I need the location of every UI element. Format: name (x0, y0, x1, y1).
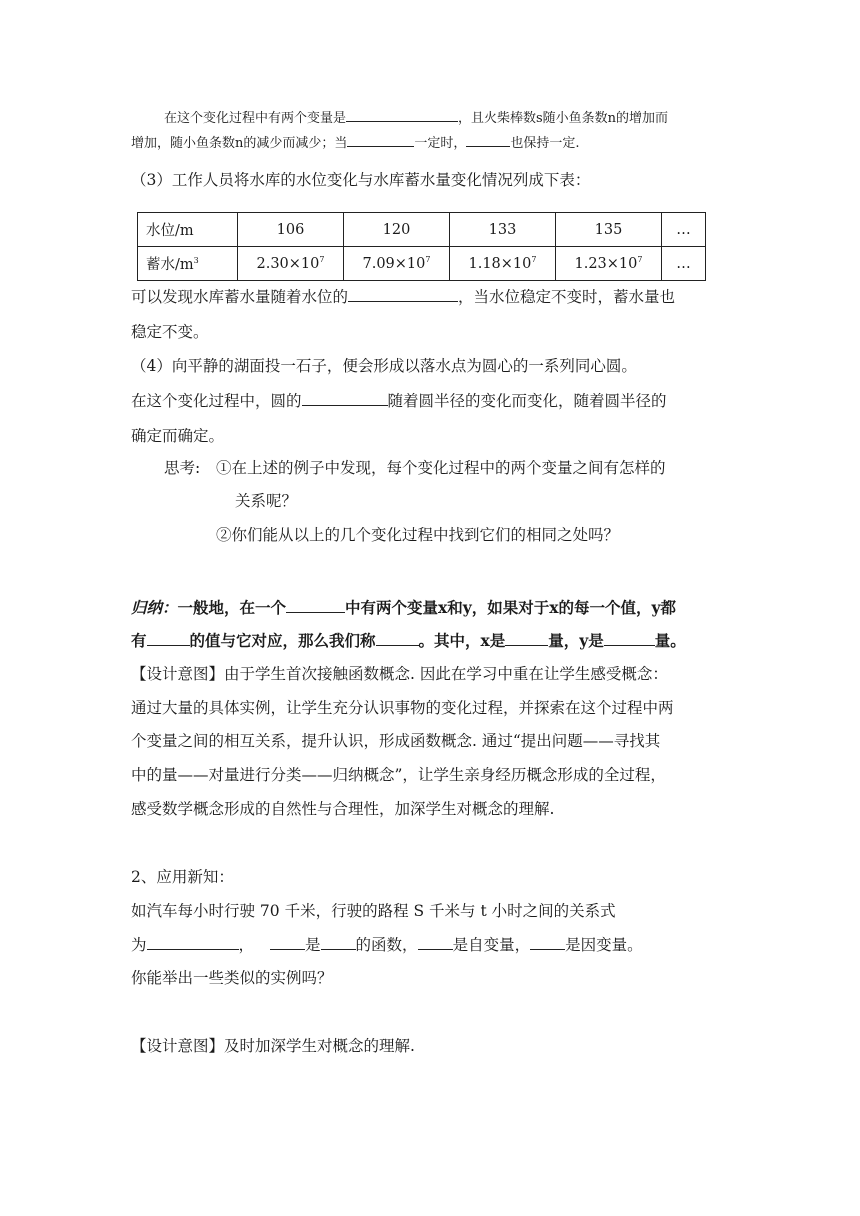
table-cell-header (138, 247, 238, 281)
text: 在这个变化过程中有两个变量是 (164, 111, 347, 126)
design-intent-line: 中的量——对量进行分类——归纳概念”，让学生亲身经历概念形成的全过程， (131, 766, 666, 784)
text: 是自变量， (452, 936, 531, 954)
answer-blank[interactable] (147, 630, 190, 646)
text: 一定时， (414, 136, 467, 151)
superscript: 3 (193, 256, 199, 266)
apply-heading: 2、应用新知： (131, 868, 234, 886)
answer-blank[interactable] (418, 934, 453, 950)
paragraph-reservoir-line2: 稳定不变。 (131, 323, 209, 341)
think-label: 思考: (164, 459, 201, 477)
answer-blank[interactable] (505, 630, 548, 646)
table-row (138, 213, 706, 247)
text: ，当水位稳定不变时，蓄水量也 (458, 288, 676, 306)
answer-blank[interactable] (321, 934, 356, 950)
table-row (138, 247, 706, 281)
superscript: 7 (319, 254, 325, 264)
answer-blank[interactable] (348, 286, 458, 302)
answer-blank[interactable] (604, 630, 655, 646)
summary-line2 (131, 630, 686, 651)
answer-blank[interactable] (147, 934, 239, 950)
text: 为 (131, 936, 147, 954)
table-cell: 135 (556, 213, 662, 247)
table-cell: 106 (238, 213, 344, 247)
table-cell (556, 247, 662, 281)
table-cell (344, 247, 450, 281)
text: 1.23×10 (574, 255, 638, 272)
answer-blank[interactable] (376, 630, 419, 646)
text: ， (238, 936, 255, 954)
text: 也保持一定. (510, 136, 580, 151)
answer-blank[interactable] (347, 131, 414, 147)
text: 中有两个变量x和y，如果对于x的每一个值，y都 (345, 598, 677, 617)
answer-blank[interactable] (530, 934, 565, 950)
text: 的值与它对应，那么我们称 (189, 631, 376, 650)
text: 是 (305, 936, 321, 954)
table-cell: 120 (344, 213, 450, 247)
answer-blank[interactable] (286, 597, 345, 613)
text: 量，y是 (548, 631, 604, 650)
answer-blank[interactable] (302, 390, 388, 406)
think-question-1: ①在上述的例子中发现，每个变化过程中的两个变量之间有怎样的 (216, 459, 666, 477)
paragraph-variables-line1 (164, 106, 668, 129)
answer-blank[interactable] (466, 131, 510, 147)
design-intent-line: 通过大量的具体实例，让学生充分认识事物的变化过程，并探索在这个过程中两 (131, 699, 674, 717)
table-cell (450, 247, 556, 281)
text: 可以发现水库蓄水量随着水位的 (131, 288, 349, 306)
design-intent-2: 【设计意图】及时加深学生对概念的理解. (131, 1037, 415, 1055)
summary-line1 (131, 597, 676, 618)
apply-line1: 如汽车每小时行驶 70 千米，行驶的路程 S 千米与 t 小时之间的关系式 (131, 902, 616, 920)
reservoir-table (137, 212, 706, 281)
item-4-line3: 确定而确定。 (131, 427, 225, 445)
apply-line2 (131, 934, 643, 955)
text: 增加，随小鱼条数n的减少而减少；当 (131, 136, 348, 151)
item-4-line2 (131, 390, 667, 411)
paragraph-reservoir-line1 (131, 286, 675, 307)
answer-blank[interactable] (270, 934, 305, 950)
summary-label: 归纳： (131, 598, 178, 617)
text: 2.30×10 (256, 255, 320, 272)
superscript: 7 (531, 254, 537, 264)
item-3-intro: （3）工作人员将水库的水位变化与水库蓄水量变化情况列成下表： (131, 171, 591, 189)
text: 的函数， (355, 936, 418, 954)
text: 是因变量。 (565, 936, 643, 954)
apply-line3: 你能举出一些类似的实例吗？ (131, 969, 333, 987)
design-intent-line: 个变量之间的相互关系，提升认识，形成函数概念. 通过“提出问题——寻找其 (131, 732, 661, 750)
text: ，且火柴棒数s随小鱼条数n的增加而 (458, 111, 669, 126)
superscript: 7 (425, 254, 431, 264)
answer-blank[interactable] (346, 106, 458, 122)
text: 蓄水/m (146, 257, 194, 273)
text: 量。 (654, 631, 686, 650)
superscript: 7 (637, 254, 643, 264)
text: 随着圆半径的变化而变化，随着圆半径的 (387, 392, 667, 410)
table-cell (238, 247, 344, 281)
text: 在这个变化过程中，圆的 (131, 392, 302, 410)
text: 一般地，在一个 (177, 598, 287, 617)
table-cell-ellipsis: … (662, 247, 706, 281)
think-question-2: ②你们能从以上的几个变化过程中找到它们的相同之处吗？ (216, 526, 620, 544)
text: 1.18×10 (468, 255, 532, 272)
table-cell-header: 水位/m (138, 213, 238, 247)
text: 。其中，x是 (418, 631, 506, 650)
design-intent-line: 【设计意图】由于学生首次接触函数概念. 因此在学习中重在让学生感受概念： (131, 665, 668, 683)
table-cell-ellipsis: … (662, 213, 706, 247)
item-4-line1: （4）向平静的湖面投一石子，便会形成以落水点为圆心的一系列同心圆。 (131, 357, 637, 375)
think-question-1-cont: 关系呢？ (235, 492, 298, 510)
table-cell: 133 (450, 213, 556, 247)
design-intent-line: 感受数学概念形成的自然性与合理性，加深学生对概念的理解. (131, 800, 555, 818)
paragraph-variables-line2 (131, 131, 580, 154)
text: 有 (131, 631, 147, 650)
text: 7.09×10 (362, 255, 426, 272)
